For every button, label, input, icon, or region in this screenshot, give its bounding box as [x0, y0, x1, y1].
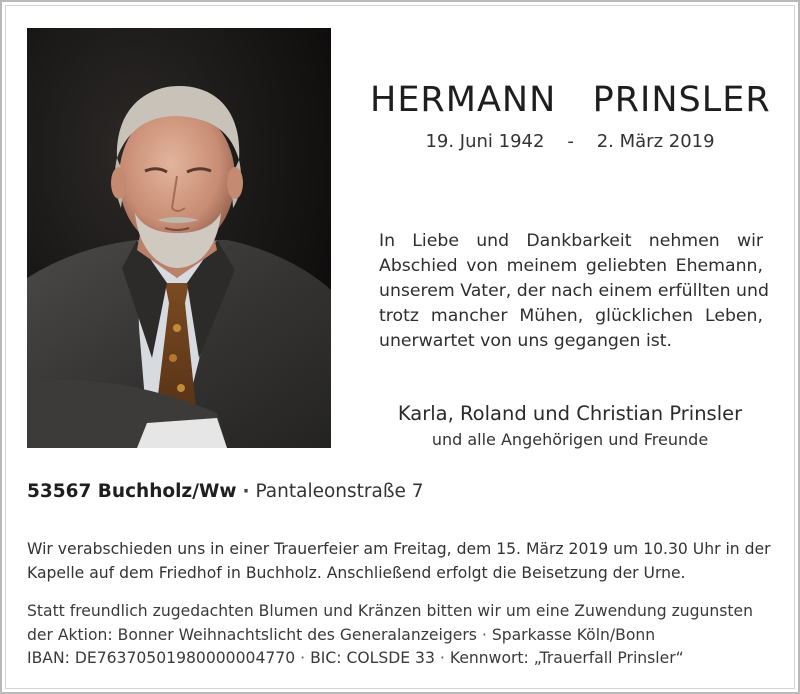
ceremony-line: Wir verabschieden uns in einer Trauerfeier am Freitag, dem 15. März 2019 um 10.30 Uhr in der [27, 540, 771, 558]
donation-line: Statt freundlich zugedachten Blumen und Kränzen bitten wir um eine Zuwendung zugunsten [27, 602, 754, 620]
address-separator: · [242, 481, 250, 502]
portrait-photo [27, 28, 331, 448]
tribute-line: In Liebe und Dankbarkeit nehmen wir [379, 231, 763, 251]
address-city: 53567 Buchholz/Ww [27, 481, 237, 502]
life-dates: 19. Juni 1942 - 2. März 2019 [425, 131, 715, 152]
tribute-line: unserem Vater, der nach einem erfüllten und [379, 281, 769, 301]
donation-campaign: der Aktion: Bonner Weihnachtslicht des Generalanzeigers [27, 625, 477, 644]
tribute-text [379, 229, 769, 354]
relatives-line: und alle Angehörigen und Freunde [431, 430, 709, 449]
donation-line [27, 624, 753, 648]
donation-bank: Sparkasse Köln/Bonn [491, 625, 656, 644]
address-street: Pantaleonstraße 7 [255, 481, 424, 502]
tribute-line: unerwartet von uns gegangen ist. [379, 331, 673, 351]
family-names: Karla, Roland und Christian Prinsler [397, 402, 743, 425]
donation-paragraph [27, 600, 753, 671]
donation-separator: · [300, 649, 306, 667]
donation-keyword: Kennwort: „Trauerfall Prinsler“ [449, 649, 684, 667]
donation-separator: · [481, 625, 487, 644]
donation-line [27, 647, 753, 671]
tribute-line: Abschied von meinem geliebten Ehemann, [379, 256, 763, 276]
deceased-name: HERMANN PRINSLER [370, 80, 771, 120]
ceremony-paragraph [27, 538, 771, 585]
donation-bic: BIC: COLSDE 33 [310, 649, 435, 667]
donation-separator: · [439, 649, 445, 667]
address [27, 481, 424, 502]
donation-iban: IBAN: DE76370501980000004770 [27, 649, 296, 667]
ceremony-line: Kapelle auf dem Friedhof in Buchholz. Anschließend erfolgt die Beisetzung der Urne. [27, 563, 686, 582]
tribute-line: trotz mancher Mühen, glücklichen Leben, [379, 306, 763, 326]
